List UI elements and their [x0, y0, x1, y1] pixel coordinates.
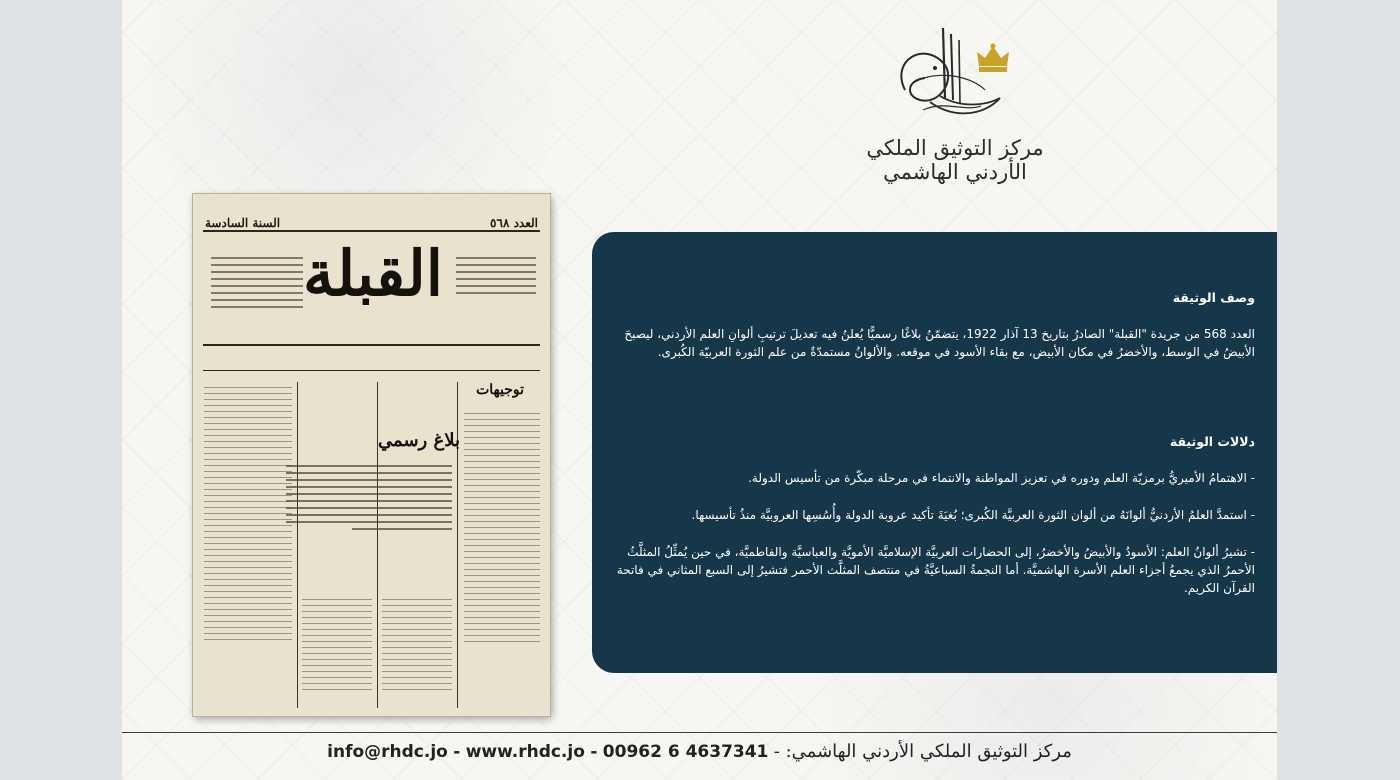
- footer-separator: -: [590, 742, 598, 762]
- newspaper-column: [302, 594, 372, 708]
- newspaper-masthead: القبلة: [303, 237, 443, 310]
- significance-title: دلالات الوثيقة: [1169, 434, 1255, 449]
- newspaper-column: [204, 382, 292, 708]
- newspaper-year: السنة السادسة: [205, 216, 281, 230]
- significance-item: - استمدَّ العلمُ الأردنيُّ ألوانَهُ من ألوان الثورة العربيَّة الكُبرى؛ بُغيَةَ تأكيد عروبة الدولة وأُسُسِها العروبيَّة منذُ تأسيسها.: [691, 508, 1255, 522]
- footer-org-label: مركز التوثيق الملكي الأردني الهاشمي: -: [773, 741, 1072, 762]
- newspaper-image: [193, 194, 550, 716]
- left-margin: [0, 0, 122, 780]
- footer-divider: [122, 732, 1277, 733]
- newspaper-issue: العدد ٥٦٨: [490, 216, 538, 230]
- significance-item: - تشيرُ ألوانُ العلم: الأسودُ والأبيضُ والأخضرُ، إلى الحضارات العربيَّة الإسلاميَّة الأمويَّة والعباسيَّة والفاطميَّة، في حين يُمثِّلُ المثلَّثُ الأحمرُ الذي يجمعُ أجزاء العلم الأسرة الهاشميَّة. أما النجمةُ السباعيَّةُ في منتصف المثلَّث الأحمر فتشيرُ إلى السبع المثاني في فاتحة القرآن الكريم.: [616, 545, 1255, 595]
- crown-icon: [975, 42, 1011, 74]
- calligraphy-emblem-icon: [885, 20, 1015, 130]
- description-body: العدد 568 من جريدة "القبلة" الصادرُ بتاريخ 13 آذار 1922، يتضمّنُ بلاغًا رسميًّا يُعلنُ فيه تعديلَ ترتيبِ ألوانِ العلم الأردني، ليصبحَ الأبيضُ في الوسط، والأخضرُ في مكان الأبيض، مع بقاء الأسود في موقعه. والألوانُ مستمدّةٌ من علم الثورة العربيّة الكُبرى.: [624, 327, 1255, 359]
- document-info-panel: [592, 232, 1277, 673]
- newspaper-rule: [203, 370, 540, 371]
- newspaper-column: [464, 408, 540, 708]
- newspaper-side-block-left: [211, 252, 303, 313]
- newspaper-headline: توجيهات: [476, 382, 524, 398]
- newspaper-side-block-right: [456, 252, 536, 299]
- significance-item: - الاهتمامُ الأميريُّ برمزيّة العلم ودوره في تعزيز المواطنة والانتماء في مرحلة مبكّرة من تأسيس الدولة.: [748, 471, 1255, 485]
- rhdc-logo: [835, 20, 1075, 184]
- org-name: مركز التوثيق الملكي الأردني الهاشمي: [866, 136, 1044, 184]
- newspaper-headline: بلاغ رسمي: [378, 430, 460, 451]
- footer-separator: -: [453, 742, 461, 762]
- newspaper-announcement: [286, 460, 452, 580]
- newspaper-rule: [203, 344, 540, 346]
- footer-phone[interactable]: 00962 6 4637341: [602, 742, 769, 762]
- footer-website[interactable]: www.rhdc.jo: [465, 742, 585, 762]
- footer-email[interactable]: info@rhdc.jo: [327, 742, 448, 762]
- right-margin: [1277, 0, 1400, 780]
- footer-contact: [122, 741, 1277, 762]
- description-title: وصف الوثيقة: [1172, 290, 1255, 305]
- newspaper-column: [382, 594, 452, 708]
